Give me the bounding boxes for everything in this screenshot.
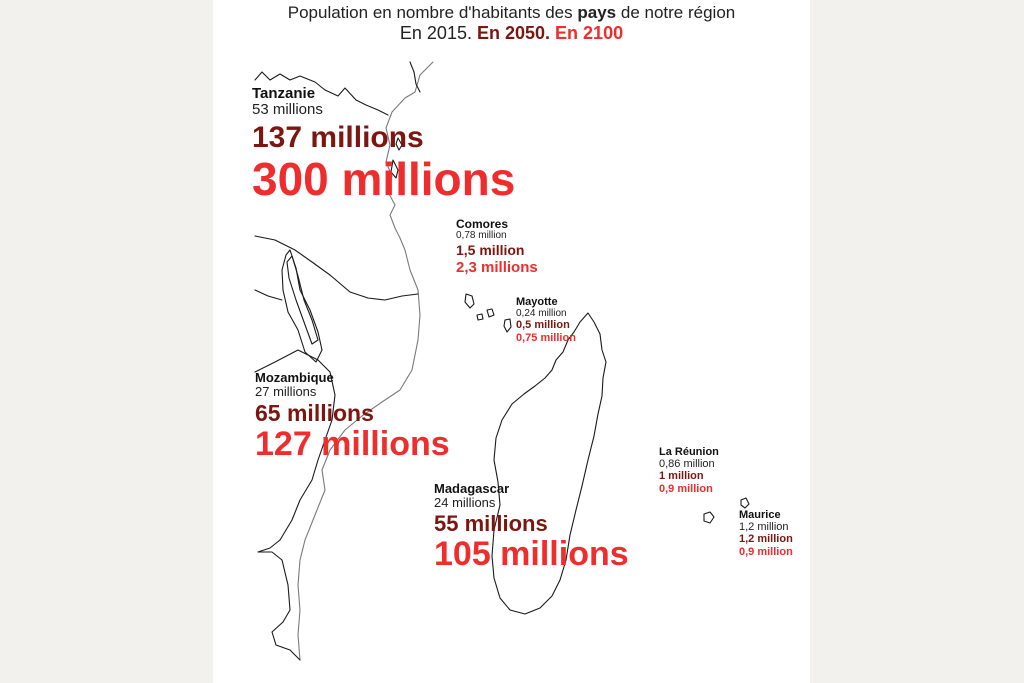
zambia-border: [255, 290, 282, 300]
pop-2050: 1 million: [659, 470, 704, 483]
title-suffix: de notre région: [620, 3, 736, 22]
label-reunion: [659, 447, 719, 495]
pop-2015: 1,2 million: [739, 520, 789, 533]
pop-2100: 127 millions: [255, 425, 450, 464]
label-mozambique: [255, 371, 450, 463]
pop-2015: 27 millions: [255, 383, 317, 399]
country-name: Maurice: [739, 509, 781, 521]
tanzania-south-border: [255, 236, 418, 300]
pop-2100: 105 millions: [434, 535, 629, 574]
pop-2015: 0,24 million: [516, 307, 567, 319]
pop-2100: 2,3 millions: [456, 258, 538, 276]
country-name: Madagascar: [434, 481, 510, 496]
pop-2100: 0,75 million: [516, 331, 576, 344]
grande-comore: [465, 294, 474, 308]
legend-2050: En 2050.: [476, 23, 551, 43]
mauritius-island: [741, 498, 749, 508]
pop-2100: 0,9 million: [739, 545, 793, 558]
label-tanzanie: [252, 86, 515, 203]
legend-2100: En 2100: [555, 23, 624, 43]
title-prefix: Population en nombre d'habitants des: [287, 3, 573, 22]
pop-2050: 55 millions: [434, 511, 548, 537]
pop-2015: 0,86 million: [659, 457, 715, 470]
lake-malawi: [287, 256, 318, 344]
south-border: [258, 552, 300, 660]
label-maurice: [739, 510, 793, 558]
anjouan: [487, 309, 494, 317]
country-name: Tanzanie: [252, 85, 316, 102]
pop-2015: 0,78 million: [456, 229, 507, 241]
legend-years: [213, 23, 810, 43]
moheli: [477, 314, 483, 320]
pop-2100: 300 millions: [252, 153, 516, 205]
title-bold-word: pays: [577, 3, 617, 22]
chart-title: [213, 3, 810, 23]
label-mayotte: [516, 297, 576, 344]
legend-2015: En 2015.: [399, 23, 472, 43]
country-name: Mozambique: [255, 370, 334, 385]
country-name: Comores: [456, 217, 509, 231]
label-madagascar: [434, 482, 629, 573]
country-name: La Réunion: [659, 446, 719, 458]
mayotte-island: [504, 319, 511, 332]
pop-2015: 24 millions: [434, 494, 496, 510]
pop-2050: 65 millions: [255, 400, 374, 427]
pop-2050: 1,2 million: [739, 533, 793, 546]
label-comores: [456, 218, 538, 276]
pop-2100: 0,9 million: [659, 482, 713, 495]
pop-2050: 0,5 million: [516, 319, 570, 332]
pop-2050: 137 millions: [252, 120, 424, 154]
pop-2050: 1,5 million: [456, 242, 525, 259]
pop-2015: 53 millions: [252, 100, 323, 118]
country-name: Mayotte: [516, 296, 558, 308]
reunion-island: [704, 512, 714, 523]
